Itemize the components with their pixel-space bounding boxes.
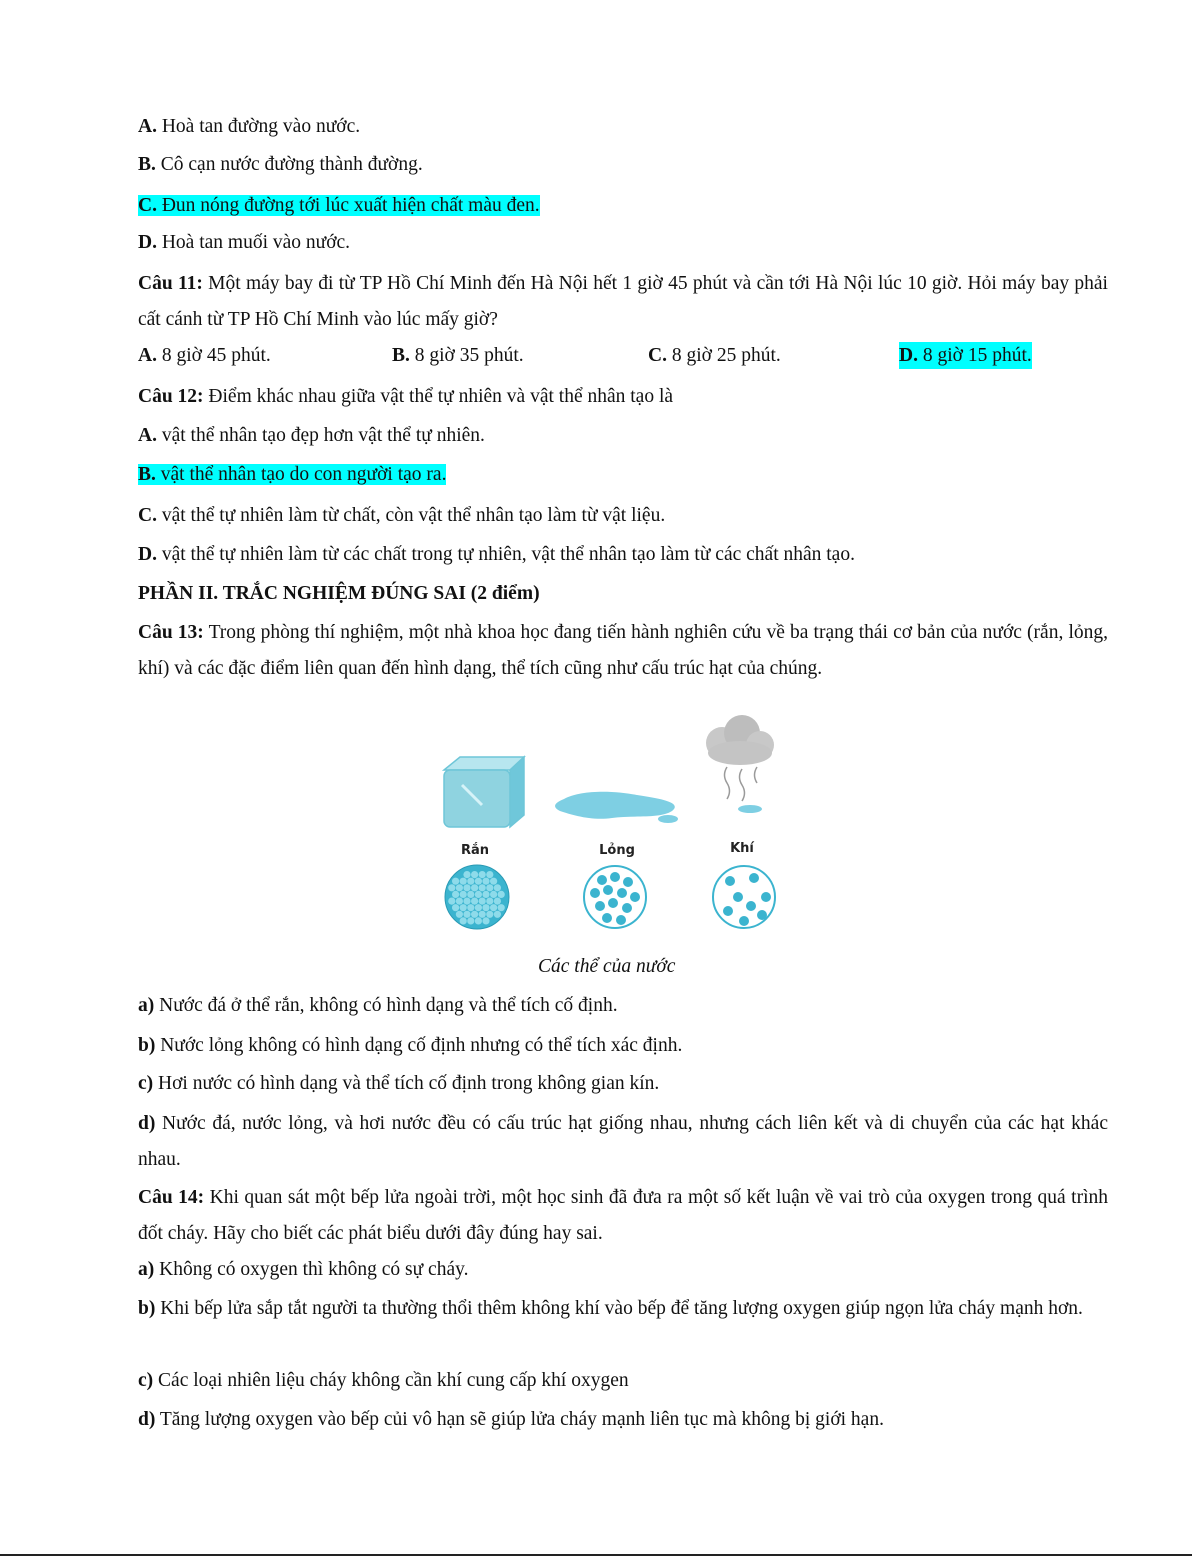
- q11-label: Câu 11:: [138, 273, 203, 294]
- solid-particle: [467, 891, 474, 898]
- q14-question: Câu 14: Khi quan sát một bếp lửa ngoài trời, một học sinh đã đưa ra một số kết luận về vai trò của oxygen trong quá trình đốt cháy. Hãy cho biết các phát biểu dưới đây đúng hay sai.: [138, 1187, 1108, 1244]
- water-states-illustration: [432, 715, 782, 940]
- solid-particle: [494, 898, 501, 905]
- solid-particle: [456, 884, 463, 891]
- q13-statement-b: b) Nước lỏng không có hình dạng cố định nhưng có thể tích xác định.: [138, 1035, 683, 1056]
- solid-particle: [475, 904, 482, 911]
- q13-question: Câu 13: Trong phòng thí nghiệm, một nhà khoa học đang tiến hành nghiên cứu về ba trạng thái cơ bản của nước (rắn, lỏng, khí) và các đặc điểm liên quan đến hình dạng, thể tích cũng như cấu trúc hạt của chúng.: [138, 622, 1108, 679]
- water-states-figure: [432, 715, 782, 940]
- q11-options: [138, 342, 1110, 369]
- solid-particle: [471, 898, 478, 905]
- q14-statement-d: d) Tăng lượng oxygen vào bếp củi vô hạn sẽ giúp lửa cháy mạnh liên tục mà không bị giới hạn.: [138, 1409, 884, 1430]
- solid-particle: [460, 917, 467, 924]
- figure-caption: Các thể của nước: [538, 956, 676, 977]
- solid-particle: [448, 884, 455, 891]
- solid-particle: [490, 878, 497, 885]
- solid-particle: [482, 904, 489, 911]
- solid-particle: [467, 878, 474, 885]
- answer-highlight: B. vật thể nhân tạo do con người tạo ra.: [138, 464, 447, 485]
- q11-option-c: C. 8 giờ 25 phút.: [648, 345, 781, 366]
- solid-particle: [452, 904, 459, 911]
- solid-particles-icon: [445, 865, 509, 929]
- page-bottom-rule: [0, 1554, 1192, 1556]
- solid-particle: [486, 884, 493, 891]
- solid-particle: [498, 891, 505, 898]
- q11-option-a: A. 8 giờ 45 phút.: [138, 345, 271, 366]
- solid-particle: [456, 898, 463, 905]
- solid-particle: [494, 884, 501, 891]
- solid-particle: [479, 871, 486, 878]
- solid-particle: [460, 878, 467, 885]
- q12-option-a: A. vật thể nhân tạo đẹp hơn vật thể tự nhiên.: [138, 425, 485, 446]
- solid-particle: [475, 891, 482, 898]
- solid-particle: [460, 904, 467, 911]
- q13-statement-c: c) Hơi nước có hình dạng và thể tích cố định trong không gian kín.: [138, 1073, 660, 1094]
- solid-particle: [479, 898, 486, 905]
- solid-particle: [463, 898, 470, 905]
- solid-particle: [448, 898, 455, 905]
- q13-statement-d: d) Nước đá, nước lỏng, và hơi nước đều có cấu trúc hạt giống nhau, nhưng cách liên kết và di chuyển của các hạt khác nhau.: [138, 1113, 1108, 1170]
- solid-particle: [463, 871, 470, 878]
- solid-particle: [467, 904, 474, 911]
- solid-particle: [482, 917, 489, 924]
- gas-particles-icon: [713, 866, 775, 928]
- ice-cube-icon: [444, 757, 524, 827]
- q14-statement-b: b) Khi bếp lửa sắp tắt người ta thường thổi thêm không khí vào bếp để tăng lượng oxygen giúp ngọn lửa cháy mạnh hơn.: [138, 1298, 1083, 1319]
- q11-option-d: D. 8 giờ 15 phút.: [899, 342, 1032, 369]
- q10-option-c: [138, 192, 540, 219]
- q10-option-d: D. Hoà tan muối vào nước.: [138, 232, 351, 253]
- q14-statement-c: c) Các loại nhiên liệu cháy không cần khí cung cấp khí oxygen: [138, 1370, 629, 1391]
- solid-particle: [486, 898, 493, 905]
- q13-statement-a: a) Nước đá ở thể rắn, không có hình dạng và thể tích cố định.: [138, 995, 618, 1016]
- q11-question: Câu 11: Một máy bay đi từ TP Hồ Chí Minh đến Hà Nội hết 1 giờ 45 phút và cần tới Hà Nội lúc 10 giờ. Hỏi máy bay phải cất cánh từ TP Hồ Chí Minh vào lúc mấy giờ?: [138, 273, 1108, 330]
- q12-option-d: D. vật thể tự nhiên làm từ các chất trong tự nhiên, vật thể nhân tạo làm từ các chất nhân tạo.: [138, 544, 855, 565]
- cloud-steam-icon: [706, 715, 774, 813]
- solid-particle: [452, 878, 459, 885]
- solid-particle: [471, 871, 478, 878]
- q12-label: Câu 12:: [138, 386, 204, 407]
- solid-particle: [463, 884, 470, 891]
- q12-option-c: C. vật thể tự nhiên làm từ chất, còn vật thể nhân tạo làm từ vật liệu.: [138, 505, 666, 526]
- part2-heading: PHẦN II. TRẮC NGHIỆM ĐÚNG SAI (2 điểm): [138, 583, 540, 604]
- liquid-particles-icon: [584, 866, 646, 928]
- solid-particle: [498, 904, 505, 911]
- solid-particle: [486, 871, 493, 878]
- q10-option-b: B. Cô cạn nước đường thành đường.: [138, 154, 423, 175]
- solid-particle: [494, 911, 501, 918]
- q14-statement-a: a) Không có oxygen thì không có sự cháy.: [138, 1259, 469, 1280]
- solid-particle: [482, 891, 489, 898]
- solid-particle: [490, 904, 497, 911]
- q10-option-a: A. Hoà tan đường vào nước.: [138, 116, 361, 137]
- gas-label: Khí: [730, 841, 754, 856]
- solid-particle: [486, 911, 493, 918]
- q14-label: Câu 14:: [138, 1187, 205, 1208]
- solid-particle: [475, 917, 482, 924]
- solid-particle: [479, 884, 486, 891]
- solid-particle: [467, 917, 474, 924]
- liquid-label: Lỏng: [599, 843, 635, 858]
- solid-particle: [452, 891, 459, 898]
- answer-highlight: C. Đun nóng đường tới lúc xuất hiện chất màu đen.: [138, 195, 540, 216]
- solid-particle: [456, 911, 463, 918]
- q11-option-b: B. 8 giờ 35 phút.: [392, 345, 524, 366]
- solid-particle: [490, 891, 497, 898]
- solid-particle: [475, 878, 482, 885]
- q13-label: Câu 13:: [138, 622, 204, 643]
- solid-label: Rắn: [460, 843, 490, 858]
- solid-particle: [479, 911, 486, 918]
- solid-particle: [482, 878, 489, 885]
- q12-option-b: [138, 461, 446, 488]
- solid-particle: [463, 911, 470, 918]
- solid-particle: [471, 911, 478, 918]
- solid-particle: [471, 884, 478, 891]
- solid-particle: [460, 891, 467, 898]
- q12-question: Câu 12: Điểm khác nhau giữa vật thể tự nhiên và vật thể nhân tạo là: [138, 386, 674, 407]
- puddle-icon: [555, 792, 678, 823]
